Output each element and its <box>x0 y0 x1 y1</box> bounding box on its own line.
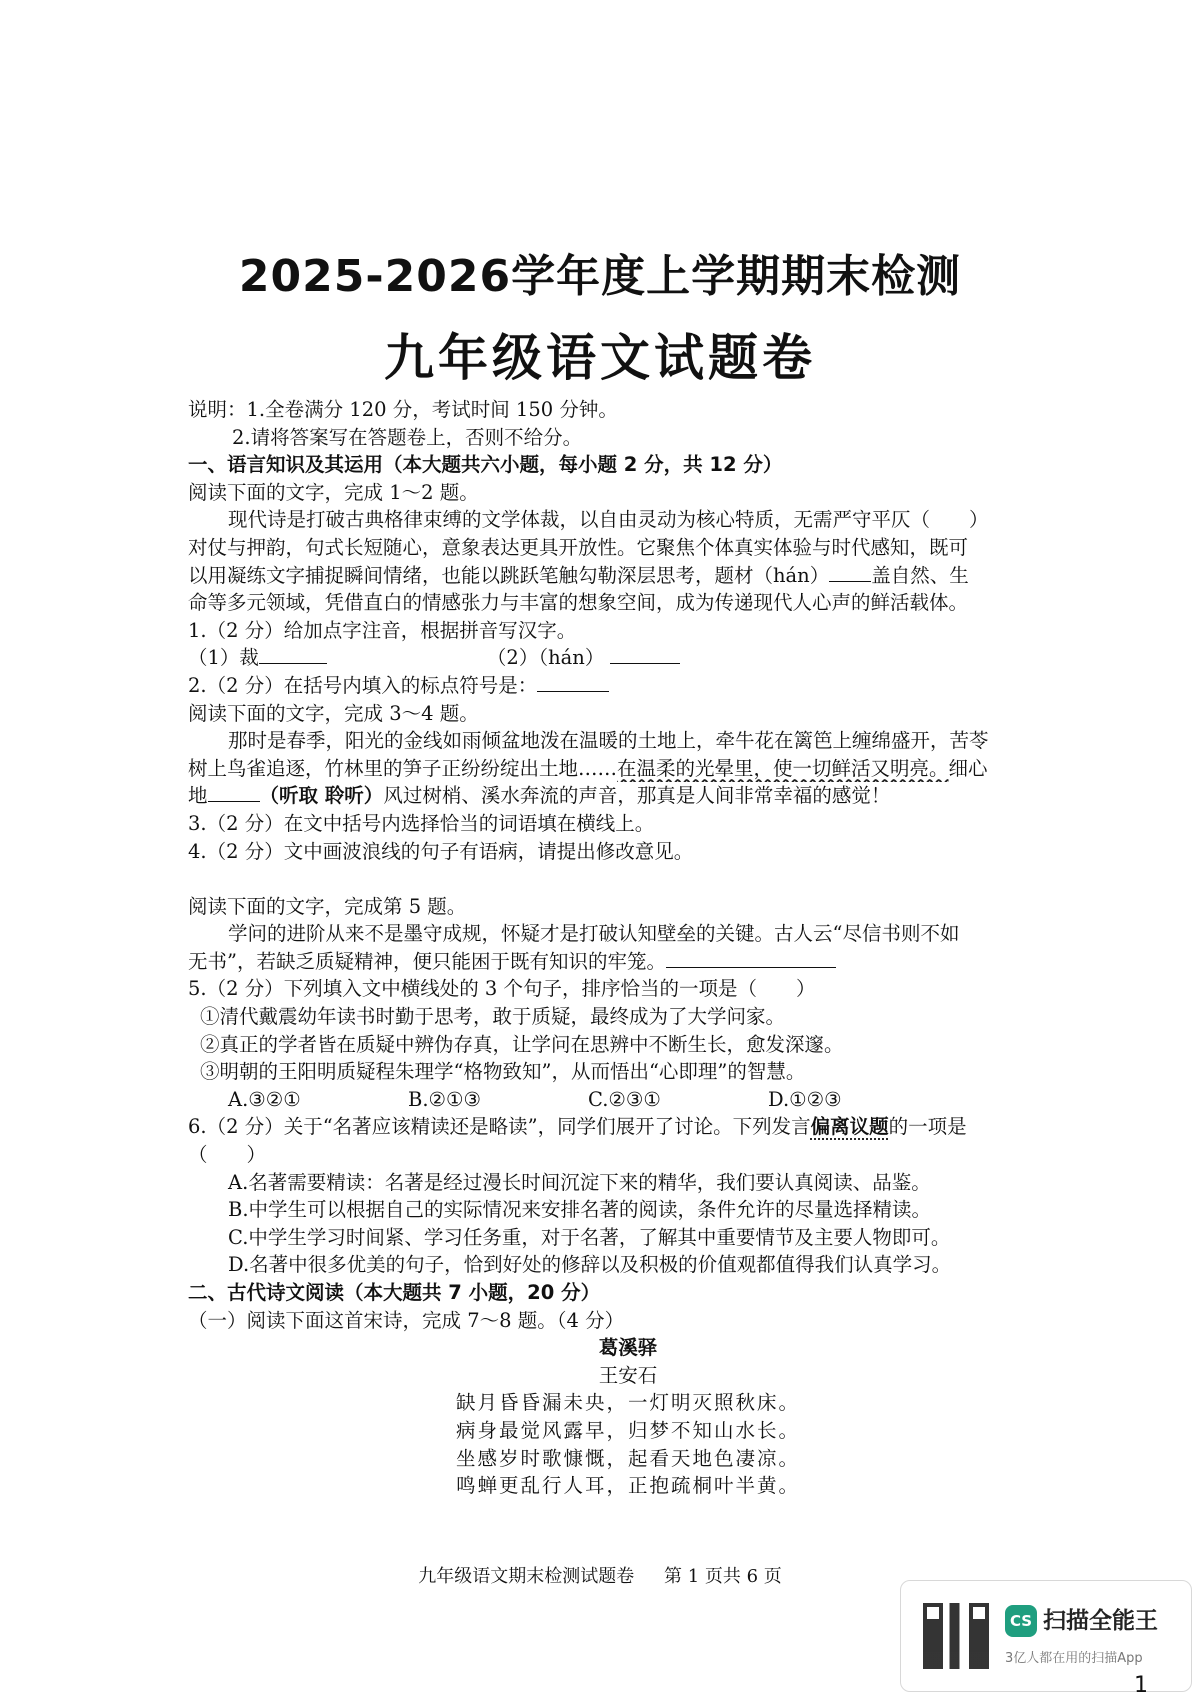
passage1-line3 <box>188 562 1128 590</box>
question-1: 1.（2 分）给加点字注音，根据拼音写汉字。 <box>188 618 577 642</box>
question-5: 5.（2 分）下列填入文中横线处的 3 个句子，排序恰当的一项是（ ） <box>188 977 816 1001</box>
poem-line-3: 坐感岁时歌慷慨，起看天地色凄凉。 <box>455 1446 800 1470</box>
passage3-line2 <box>188 948 1128 976</box>
section1-intro2: 阅读下面的文字，完成 3～4 题。 <box>188 701 479 725</box>
section2-heading: 二、古代诗文阅读（本大题共 7 小题，20 分） <box>188 1281 601 1304</box>
qr-code-icon <box>923 1603 989 1669</box>
passage2-line3-b: 风过树梢、溪水奔流的声音，那真是人间非常幸福的感觉！ <box>383 784 891 808</box>
q1-part-b: （2）（hán） <box>486 646 605 670</box>
question-2 <box>188 672 1128 700</box>
answer-blank-q2 <box>537 673 609 692</box>
q5-option-d: D.①②③ <box>768 1087 842 1111</box>
passage1-line4: 命等多元领域，凭借直白的情感张力与丰富的想象空间，成为传递现代人心声的鲜活载体。 <box>188 591 969 615</box>
passage2-line2 <box>188 755 1128 783</box>
passage1-line3-text: 以用凝练文字捕捉瞬间情绪，也能以跳跃笔触勾勒深层思考，题材（hán） <box>188 563 830 587</box>
poem-line-1: 缺月昏昏漏未央，一灯明灭照秋床。 <box>455 1391 800 1415</box>
wavy-sentence: 在温柔的光晕里，使一切鲜活又明亮。 <box>617 756 949 780</box>
q6-text-a: 6.（2 分）关于“名著应该精读还是略读”，同学们展开了讨论。下列发言 <box>188 1115 811 1139</box>
passage2-line1: 那时是春季，阳光的金线如雨倾盆地泼在温暖的土地上，牵牛花在篱笆上缠绵盛开，苦苓 <box>228 729 989 753</box>
poem-line-4: 鸣蝉更乱行人耳，正抱疏桐叶半黄。 <box>455 1474 800 1498</box>
q2-text: 2.（2 分）在括号内填入的标点符号是： <box>188 673 538 697</box>
answer-blank-1 <box>259 645 327 664</box>
poem-line-2: 病身最觉风露早，归梦不知山水长。 <box>455 1418 800 1442</box>
section2-subheading: （一）阅读下面这首宋诗，完成 7～8 题。（4 分） <box>188 1308 625 1332</box>
q1-part-a: （1）裁 <box>188 646 259 670</box>
question-4: 4.（2 分）文中画波浪线的句子有语病，请提出修改意见。 <box>188 839 694 863</box>
poem-title: 葛溪驿 <box>598 1336 658 1360</box>
passage2-line2-b: 细心 <box>948 756 988 780</box>
notes-line2: 2.请将答案写在答题卷上，否则不给分。 <box>232 425 583 449</box>
passage3-line1: 学问的进阶从来不是墨守成规，怀疑才是打破认知壁垒的关键。古人云“尽信书则不如 <box>228 922 960 946</box>
passage3-line2-text: 无书”，若缺乏质疑精神，便只能困于既有知识的牢笼。 <box>188 949 666 973</box>
section1-intro3: 阅读下面的文字，完成第 5 题。 <box>188 894 467 918</box>
exam-title-line1: 2025-2026学年度上学期期末检测 <box>238 251 962 302</box>
question-3: 3.（2 分）在文中括号内选择恰当的词语填在横线上。 <box>188 811 655 835</box>
q5-options <box>188 1086 1128 1114</box>
camscanner-logo-icon: CS <box>1005 1605 1037 1637</box>
passage1-line1: 现代诗是打破古典格律束缚的文学体裁，以自由灵动为核心特质，无需严守平仄（ ） <box>228 508 989 532</box>
footer-doc-name: 九年级语文期末检测试题卷 <box>418 1566 635 1587</box>
watermark-app-name: 扫描全能王 <box>1043 1608 1158 1634</box>
section1-heading: 一、语言知识及其运用（本大题共六小题，每小题 2 分，共 12 分） <box>188 453 783 477</box>
question-6 <box>188 1113 1128 1141</box>
answer-blank-2 <box>610 645 680 664</box>
word-choice: （听取 聆听） <box>259 784 384 808</box>
question-1-answers <box>188 644 1128 672</box>
q6-text-b: 的一项是 <box>888 1115 967 1139</box>
q5-option-c: C.②③① <box>588 1087 661 1111</box>
notes-line1: 说明：1.全卷满分 120 分，考试时间 150 分钟。 <box>188 398 618 421</box>
watermark-tagline: 3亿人都在用的扫描App <box>1005 1651 1143 1666</box>
passage1-line3-tail: 盖自然、生 <box>871 563 969 587</box>
passage2-line3 <box>188 782 1128 810</box>
answer-blank-q5 <box>666 949 836 968</box>
passage1-line2: 对仗与押韵，句式长短随心，意象表达更具开放性。它聚焦个体真实体验与时代感知，既可 <box>188 535 969 559</box>
q5-option-a: A.③②① <box>228 1087 301 1111</box>
q6-option-b: B.中学生可以根据自己的实际情况来安排名著的阅读，条件允许的尽量选择精读。 <box>228 1198 932 1222</box>
exam-title-line2: 九年级语文试题卷 <box>384 329 816 387</box>
section1-intro1: 阅读下面的文字，完成 1～2 题。 <box>188 480 479 504</box>
q6-option-d: D.名著中很多优美的句子，恰到好处的修辞以及积极的价值观都值得我们认真学习。 <box>228 1253 952 1277</box>
q5-item-2: ②真正的学者皆在质疑中辨伪存真，让学问在思辨中不断生长，愈发深邃。 <box>200 1032 844 1056</box>
q5-item-3: ③明朝的王阳明质疑程朱理学“格物致知”，从而悟出“心即理”的智慧。 <box>200 1060 806 1084</box>
q6-option-c: C.中学生学习时间紧、学习任务重，对于名著，了解其中重要情节及主要人物即可。 <box>228 1225 951 1249</box>
q6-paren: （ ） <box>188 1143 267 1167</box>
passage2-line3-a: 地 <box>188 784 208 808</box>
q6-emphasis: 偏离议题 <box>810 1115 889 1139</box>
q5-option-b: B.②①③ <box>408 1087 481 1111</box>
blank-han <box>829 563 871 582</box>
scanner-watermark <box>900 1580 1192 1692</box>
exam-body <box>188 396 1128 1500</box>
footer-page-info: 第 1 页共 6 页 <box>663 1566 782 1587</box>
q6-option-a: A.名著需要精读：名著是经过漫长时间沉淀下来的精华，我们要认真阅读、品鉴。 <box>228 1170 931 1194</box>
q5-item-1: ①清代戴震幼年读书时勤于思考，敢于质疑，最终成为了大学问家。 <box>200 1005 786 1029</box>
answer-blank-q3 <box>208 783 260 802</box>
passage2-line2-a: 树上鸟雀追逐，竹林里的笋子正纷纷绽出土地…… <box>188 756 618 780</box>
page-corner-number: 1 <box>1134 1673 1148 1698</box>
poem-author: 王安石 <box>598 1363 658 1387</box>
